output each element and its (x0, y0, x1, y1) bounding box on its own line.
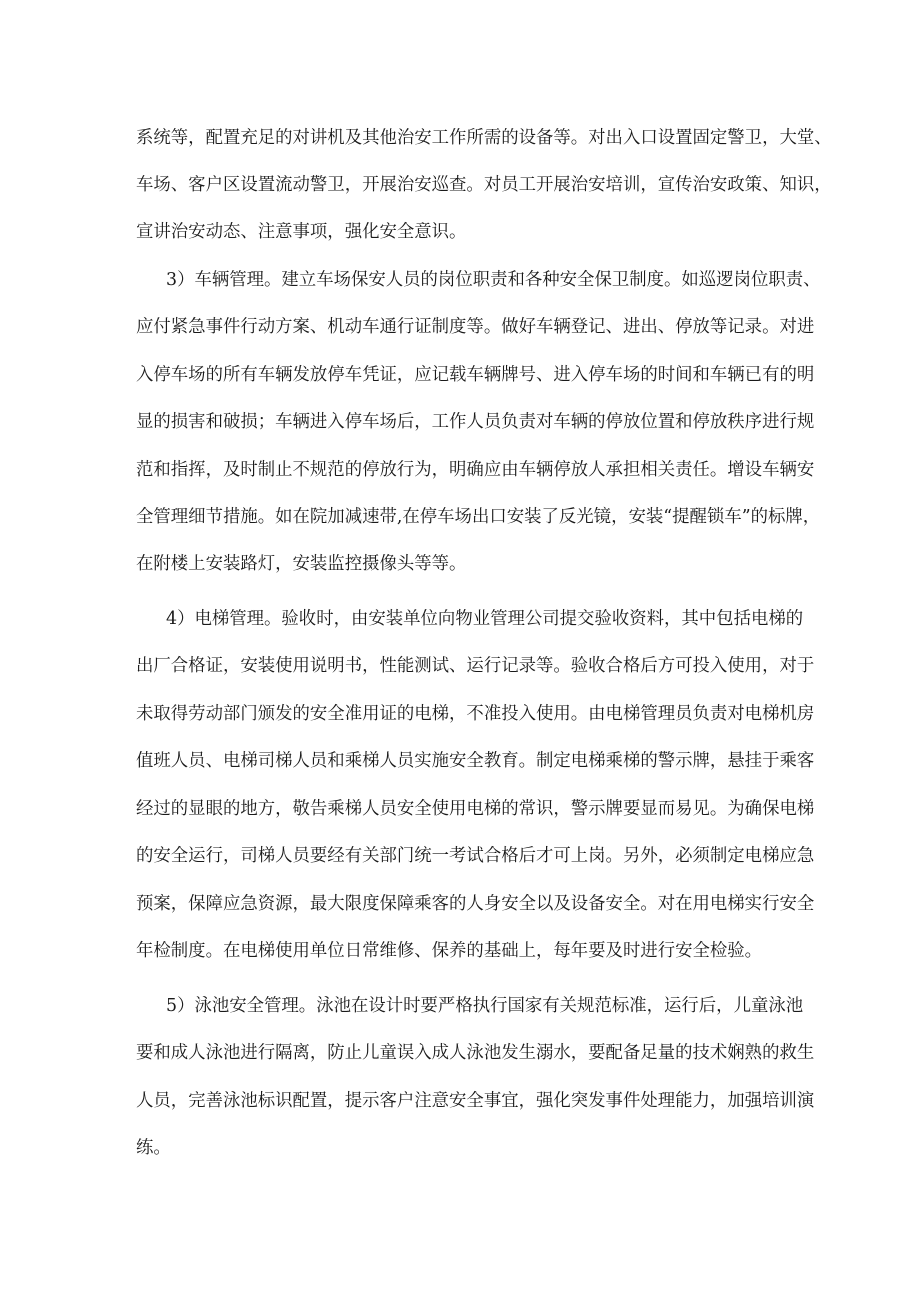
text-line: 年检制度。在电梯使用单位日常维修、保养的基础上，每年要及时进行安全检验。 (136, 941, 763, 961)
text-line: 3）车辆管理。建立车场保安人员的岗位职责和各种安全保卫制度。如巡逻岗位职责、 (166, 270, 821, 290)
text-line: 入停车场的所有车辆发放停车凭证，应记载车辆牌号、进入停车场的时间和车辆已有的明 (136, 365, 815, 385)
text-line: 预案，保障应急资源，最大限度保障乘客的人身安全以及设备安全。对在用电梯实行安全 (136, 894, 815, 914)
text-line: 要和成人泳池进行隔离，防止儿童误入成人泳池发生溺水，要配备足量的技术娴熟的救生 (136, 1043, 815, 1063)
text-line: 的安全运行，司梯人员要经有关部门统一考试合格后才可上岗。另外，必须制定电梯应急 (136, 846, 815, 866)
text-line: 经过的显眼的地方，敬告乘梯人员安全使用电梯的常识，警示牌要显而易见。为确保电梯 (136, 799, 815, 819)
text-line: 全管理细节措施。如在院加减速带,在停车场出口安装了反光镜，安装“提醒锁车”的标牌， (136, 507, 821, 527)
text-line: 在附楼上安装路灯，安装监控摄像头等等。 (136, 554, 467, 574)
text-line: 应付紧急事件行动方案、机动车通行证制度等。做好车辆登记、进出、停放等记录。对进 (136, 317, 815, 337)
text-line: 出厂合格证，安装使用说明书，性能测试、运行记录等。验收合格后方可投入使用，对于 (136, 656, 815, 676)
text-line: 未取得劳动部门颁发的安全准用证的电梯，不准投入使用。由电梯管理员负责对电梯机房 (136, 704, 815, 724)
text-line: 值班人员、电梯司梯人员和乘梯人员实施安全教育。制定电梯乘梯的警示牌，悬挂于乘客 (136, 751, 815, 771)
text-line: 人员，完善泳池标识配置，提示客户注意安全事宜，强化突发事件处理能力，加强培训演 (136, 1091, 815, 1111)
text-line: 范和指挥，及时制止不规范的停放行为，明确应由车辆停放人承担相关责任。增设车辆安 (136, 460, 815, 480)
text-line: 宣讲治安动态、注意事项，强化安全意识。 (136, 222, 467, 242)
text-line: 5）泳池安全管理。泳池在设计时要严格执行国家有关规范标准，运行后，儿童泳池 (166, 996, 804, 1016)
text-line: 4）电梯管理。验收时，由安装单位向物业管理公司提交验收资料，其中包括电梯的 (166, 609, 804, 629)
text-line: 系统等，配置充足的对讲机及其他治安工作所需的设备等。对出入口设置固定警卫，大堂、 (136, 128, 832, 148)
text-line: 练。 (136, 1138, 171, 1158)
text-line: 车场、客户区设置流动警卫，开展治安巡查。对员工开展治安培训，宣传治安政策、知识， (136, 175, 832, 195)
text-line: 显的损害和破损；车辆进入停车场后，工作人员负责对车辆的停放位置和停放秩序进行规 (136, 412, 815, 432)
